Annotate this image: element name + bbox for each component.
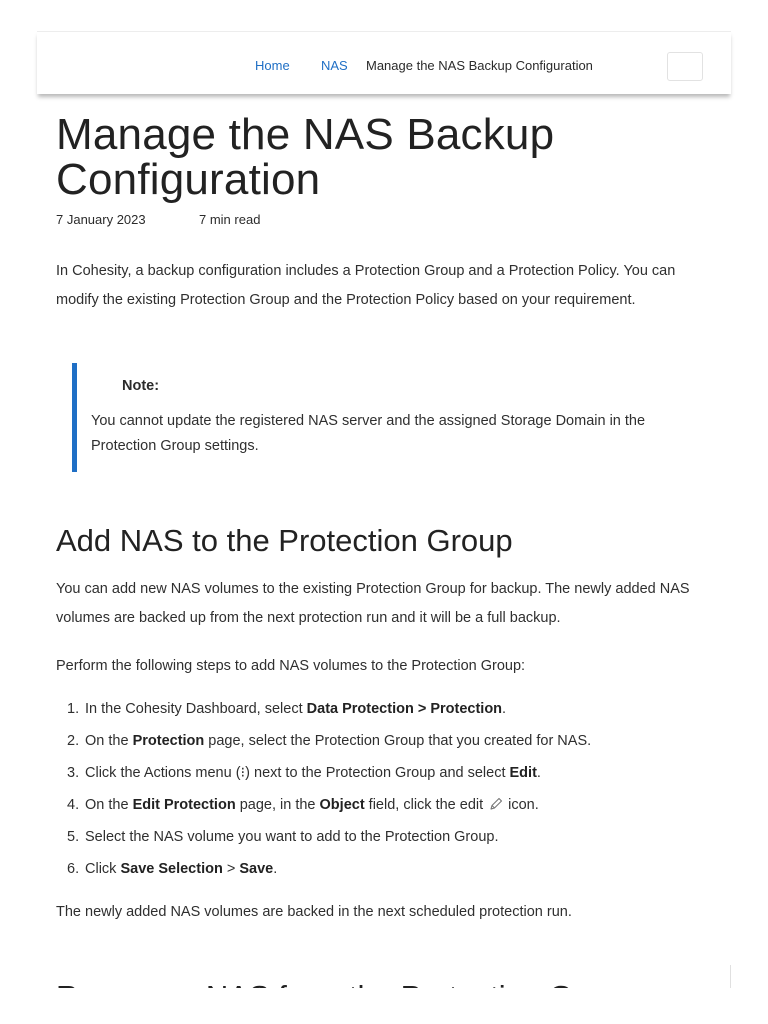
list-item <box>56 857 736 889</box>
step-number: 4. <box>67 797 80 813</box>
step-text: Select the NAS volume you want to add to the Protection Group. <box>85 829 499 845</box>
steps-result: The newly added NAS volumes are backed in the next scheduled protection run. <box>56 904 572 920</box>
read-time: 7 min read <box>199 212 261 227</box>
list-item <box>56 825 736 857</box>
search-input[interactable] <box>667 52 703 81</box>
list-item <box>56 729 736 761</box>
step-text: In the Cohesity Dashboard, select Data Protection > Protection. <box>85 701 507 717</box>
page-title: Manage the NAS Backup Configuration <box>56 110 555 204</box>
step-text: Click the Actions menu (⁝) next to the Protection Group and select Edit. <box>85 765 541 781</box>
add-nas-description: You can add new NAS volumes to the existing Protection Group for backup. The newly added NAS volumes are backed up from the next protection run and it will be a full backup. <box>56 581 690 626</box>
steps-list <box>56 697 736 889</box>
list-item <box>56 761 736 793</box>
note-callout <box>72 363 672 472</box>
breadcrumb-nas-link[interactable]: NAS <box>321 58 348 73</box>
steps-intro: Perform the following steps to add NAS volumes to the Protection Group: <box>56 658 526 674</box>
note-body: You cannot update the registered NAS server and the assigned Storage Domain in the Protection Group settings. <box>91 413 646 454</box>
breadcrumb-home-link[interactable]: Home <box>255 58 290 73</box>
section-heading-add-nas: Add NAS to the Protection Group <box>56 523 513 558</box>
breadcrumb-current: Manage the NAS Backup Configuration <box>366 58 593 73</box>
page-bottom <box>0 988 768 1024</box>
step-text: On the Edit Protection page, in the Object field, click the edit icon. <box>85 797 539 813</box>
publish-date: 7 January 2023 <box>56 212 146 227</box>
header-bar <box>37 31 731 94</box>
step-number: 6. <box>67 861 80 877</box>
step-text: Click Save Selection > Save. <box>85 861 278 877</box>
step-number: 2. <box>67 733 80 749</box>
step-number: 3. <box>67 765 80 781</box>
pencil-icon <box>488 796 504 812</box>
intro-paragraph: In Cohesity, a backup configuration includes a Protection Group and a Protection Policy. You can modify the existing Protection Group and the Protection Policy based on your requirement. <box>56 263 676 308</box>
step-number: 5. <box>67 829 80 845</box>
list-item <box>56 697 736 729</box>
list-item <box>56 793 736 825</box>
note-title: Note: <box>122 378 160 394</box>
step-text: On the Protection page, select the Protection Group that you created for NAS. <box>85 733 592 749</box>
step-number: 1. <box>67 701 80 717</box>
divider <box>730 965 731 989</box>
